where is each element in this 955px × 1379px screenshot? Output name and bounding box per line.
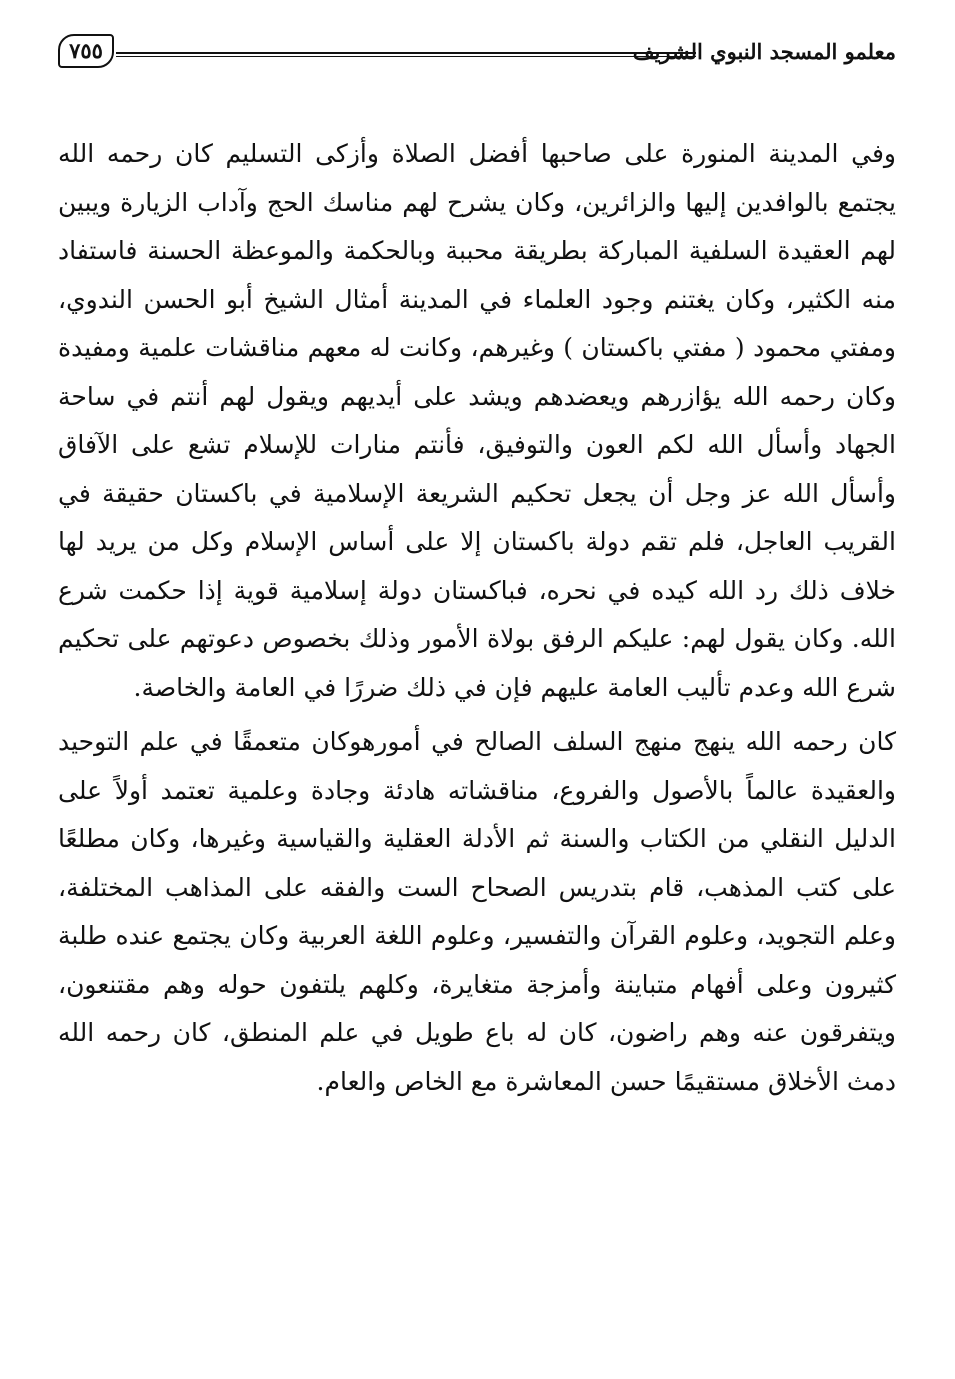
running-header-title: معلمو المسجد النبوي الشريف [632,39,896,64]
header-rule [116,52,696,57]
paragraph-1: وفي المدينة المنورة على صاحبها أفضل الصلاة وأزكى التسليم كان رحمه الله يجتمع بالوافدين إليها والزائرين، وكان يشرح لهم مناسك الحج وآداب الزيارة ويبين لهم العقيدة السلفية المباركة بطريقة محببة وبالحكمة والموعظة الحسنة فاستفاد منه الكثير، وكان يغتنم وجود العلماء في المدينة أمثال الشيخ أبو الحسن الندوي، ومفتي محمود ( مفتي باكستان ) وغيرهم، وكانت له معهم مناقشات علمية ومفيدة وكان رحمه الله يؤازرهم ويعضدهم ويشد على أيديهم ويقول لهم أنتم في ساحة الجهاد وأسأل الله لكم العون والتوفيق، فأنتم منارات للإسلام تشع على الآفاق وأسأل الله عز وجل أن يجعل تحكيم الشريعة الإسلامية في باكستان حقيقة في القريب العاجل، فلم تقم دولة باكستان إلا على أساس الإسلام وكل من يريد لها خلاف ذلك رد الله كيده في نحره، فباكستان دولة إسلامية قوية إذا حكمت شرع الله. وكان يقول لهم: عليكم الرفق بولاة الأمور وذلك بخصوص دعوتهم على تحكيم شرع الله وعدم تأليب العامة عليهم فإن في ذلك ضررًا في العامة والخاصة. [58,139,896,702]
running-header [58,34,896,78]
body-text [58,130,896,1112]
page-number: ٧٥٥ [58,34,114,68]
paragraph-2: كان رحمه الله ينهج منهج السلف الصالح في أمورهوكان متعمقًا في علم التوحيد والعقيدة عالماً بالأصول والفروع، مناقشاته هادئة وجادة وعلمية تعتمد أولاً على الدليل النقلي من الكتاب والسنة ثم الأدلة العقلية والقياسية وغيرها، وكان مطلعًا على كتب المذهب، قام بتدريس الصحاح الست والفقه على المذاهب المختلفة، وعلم التجويد، وعلوم القرآن والتفسير، وعلوم اللغة العربية وكان يجتمع عنده طلبة كثيرون وعلى أفهام متباينة وأمزجة متغايرة، وكلهم يلتفون حوله وهم مقتنعون، ويتفرقون عنه وهم راضون، كان له باع طويل في علم المنطق، كان رحمه الله دمث الأخلاق مستقيمًا حسن المعاشرة مع الخاص والعام. [58,727,896,1096]
